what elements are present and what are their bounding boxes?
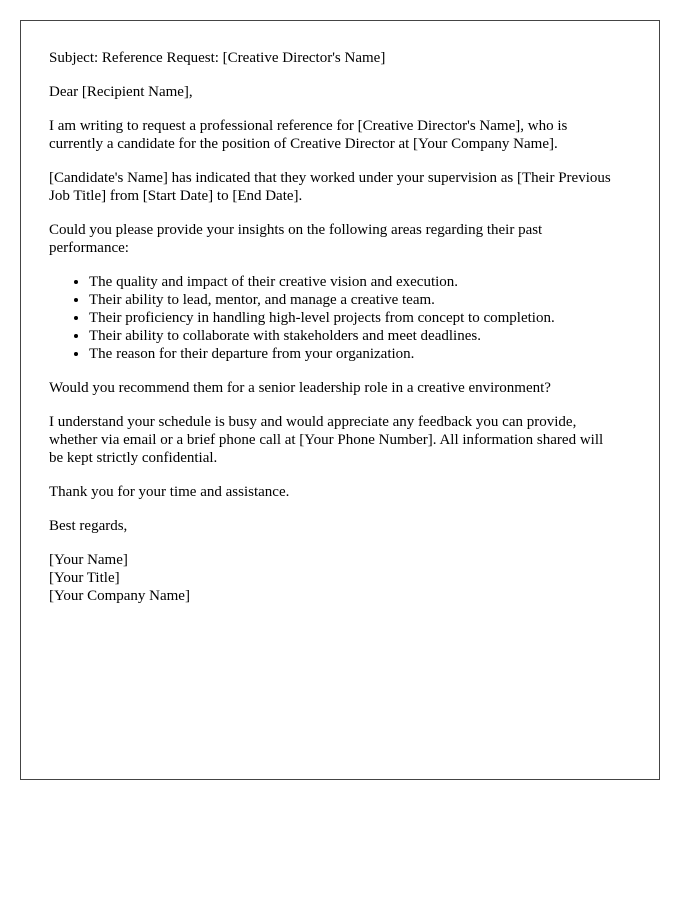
intro-paragraph: I am writing to request a professional reference for [Creative Director's Name], who is currently a candidate for the position of Creative Director at [Your Company Name]. — [49, 118, 568, 152]
feedback-paragraph: I understand your schedule is busy and would appreciate any feedback you can provide, whether via email or a brief phone call at [Your Phone Number]. All information shared will be kept strictly confidential. — [49, 414, 604, 466]
evaluation-areas-list — [49, 273, 619, 363]
candidate-history-paragraph: [Candidate's Name] has indicated that they worked under your supervision as [Their Previous Job Title] from [Start Date] to [End Date]. — [49, 170, 611, 204]
salutation: Dear [Recipient Name], — [49, 84, 193, 100]
signature-company: [Your Company Name] — [49, 588, 190, 604]
recommendation-question: Would you recommend them for a senior leadership role in a creative environment? — [49, 380, 551, 396]
letter-page — [20, 20, 660, 780]
signature-title: [Your Title] — [49, 570, 120, 586]
signature-name: [Your Name] — [49, 552, 128, 568]
list-item: • The quality and impact of their creative vision and execution. — [89, 273, 619, 291]
list-item: • The reason for their departure from your organization. — [89, 345, 619, 363]
list-item: • Their proficiency in handling high-level projects from concept to completion. — [89, 309, 619, 327]
letter-body — [49, 49, 619, 621]
closing: Best regards, — [49, 518, 128, 534]
insights-request-paragraph: Could you please provide your insights on the following areas regarding their past performance: — [49, 222, 543, 256]
subject-line: Subject: Reference Request: [Creative Director's Name] — [49, 50, 386, 66]
list-item: • Their ability to collaborate with stakeholders and meet deadlines. — [89, 327, 619, 345]
signature-block — [49, 551, 619, 605]
thanks-paragraph: Thank you for your time and assistance. — [49, 484, 290, 500]
list-item: • Their ability to lead, mentor, and manage a creative team. — [89, 291, 619, 309]
